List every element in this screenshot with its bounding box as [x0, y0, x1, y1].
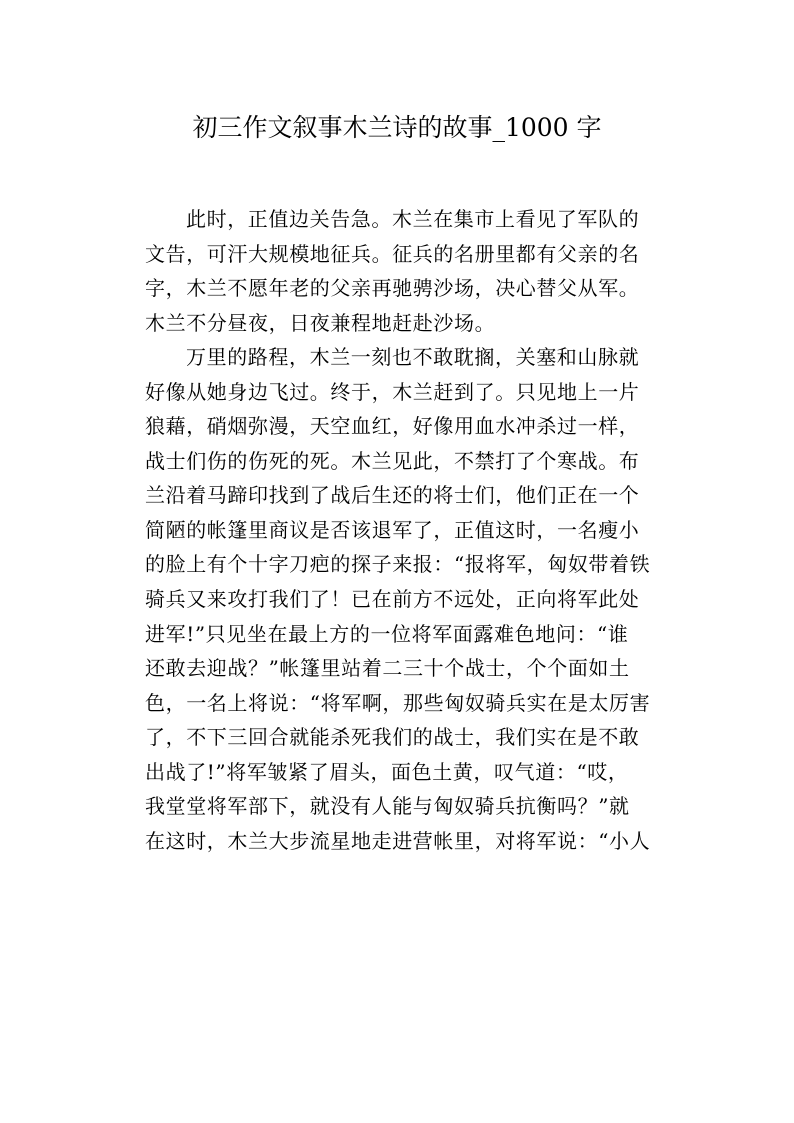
paragraph-2-line-12: 了，不下三回合就能杀死我们的战士，我们实在是不敢 [145, 725, 640, 750]
paragraph-2-line-7: 的脸上有个十字刀疤的探子来报：“报将军，匈奴带着铁 [145, 552, 651, 577]
paragraph-2-line-3: 狼藉，硝烟弥漫，天空血红，好像用血水冲杀过一样， [145, 414, 640, 439]
paragraph-2-line-14: 我堂堂将军部下，就没有人能与匈奴骑兵抗衡吗？”就 [145, 794, 630, 819]
paragraph-2-line-15: 在这时，木兰大步流星地走进营帐里，对将军说：“小人 [145, 828, 651, 853]
paragraph-2-line-6: 简陋的帐篷里商议是否该退军了，正值这时，一名瘦小 [145, 517, 640, 542]
paragraph-2-line-9: 进军!”只见坐在最上方的一位将军面露难色地问：“谁 [145, 621, 629, 646]
paragraph-1-line-2: 文告，可汗大规模地征兵。征兵的名册里都有父亲的名 [145, 241, 640, 266]
paragraph-1-line-3: 字，木兰不愿年老的父亲再驰骋沙场，决心替父从军。 [145, 276, 640, 301]
document-body [145, 202, 665, 858]
paragraph-2-line-10: 还敢去迎战？”帐篷里站着二三十个战士，个个面如土 [145, 656, 630, 681]
paragraph-2-line-1: 万里的路程，木兰一刻也不敢耽搁，关塞和山脉就 [186, 345, 640, 370]
paragraph-2-line-8: 骑兵又来攻打我们了！已在前方不远处，正向将军此处 [145, 587, 640, 612]
paragraph-1-line-1: 此时，正值边关告急。木兰在集市上看见了军队的 [186, 207, 640, 231]
paragraph-2-line-5: 兰沿着马蹄印找到了战后生还的将士们，他们正在一个 [145, 483, 640, 508]
paragraph-2-line-11: 色，一名上将说：“将军啊，那些匈奴骑兵实在是太厉害 [145, 690, 651, 715]
paragraph-2-line-4: 战士们伤的伤死的死。木兰见此，不禁打了个寒战。布 [145, 448, 640, 473]
paragraph-1-line-4: 木兰不分昼夜，日夜兼程地赶赴沙场。 [145, 310, 496, 335]
document-title: 初三作文叙事木兰诗的故事_1000 字 [192, 113, 602, 142]
paragraph-2-line-2: 好像从她身边飞过。终于，木兰赶到了。只见地上一片 [145, 379, 640, 404]
paragraph-2-line-13: 出战了!”将军皱紧了眉头，面色土黄，叹气道：“哎， [145, 759, 629, 784]
